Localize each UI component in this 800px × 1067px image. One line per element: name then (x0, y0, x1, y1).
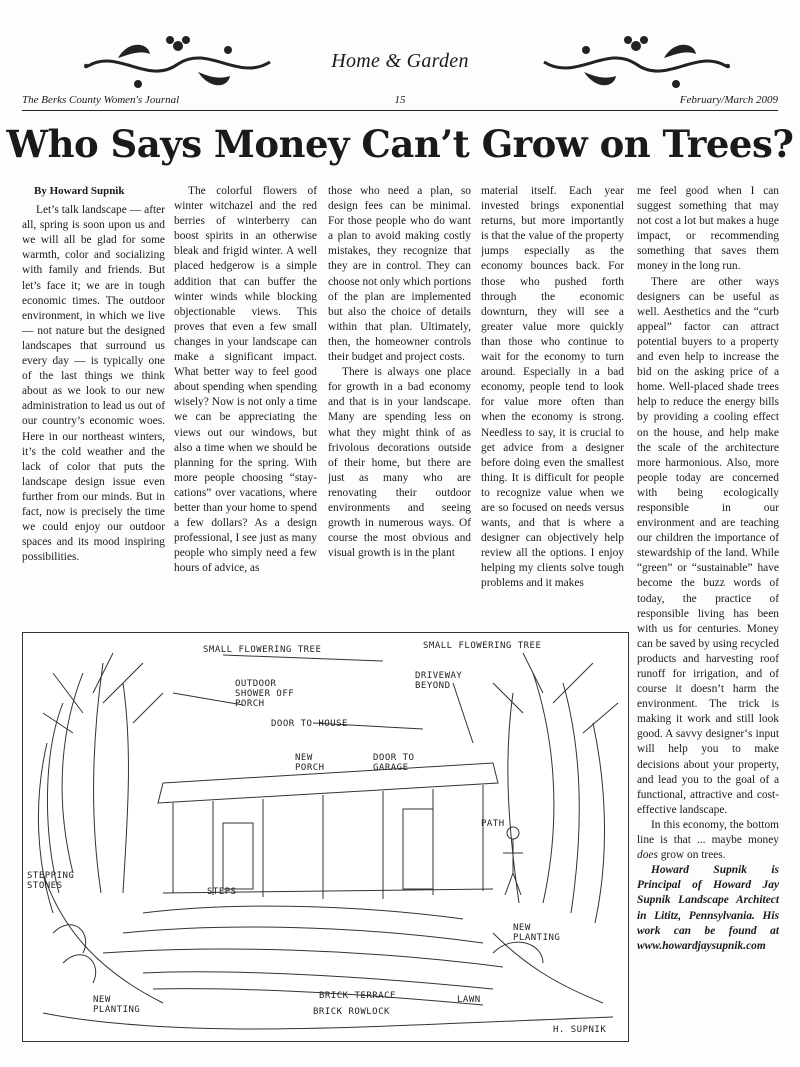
paragraph: those who need a plan, so design fees can be minimal. For those people who do want a plan to avoid making costly mistakes, they recognize that they are in control. They can choose not only which portions of the plan are implemented but also the choice of details within that plan. Ultimately, then, the homeowner controls their budget and project costs. (328, 185, 471, 364)
emphasis-text: does (637, 849, 658, 862)
closing-text: grow on trees. (657, 849, 726, 862)
closing-text: In this economy, the bottom line is that ... maybe money (637, 818, 779, 847)
article-column-2 (174, 184, 317, 624)
issue-date: February/March 2009 (679, 94, 778, 106)
author-bio: Howard Supnik is Principal of Howard Jay Supnik Landscape Architect in Lititz, Pennsylvania. His work can be found at www.howardjaysupnik.com (637, 864, 779, 952)
byline: By Howard Supnik (34, 185, 125, 197)
label-path: PATH (481, 819, 505, 829)
paragraph: There are other ways designers can be useful as well. Aesthetics and the “curb appeal” factor can attract potential buyers to a property and even help to increase the bid on the asking price of a home. Well-placed shade trees help to reduce the energy bills by providing a cooling effect on the house, and help make the scale of the architecture more harmonious. Also, more people today are concerned with being ecologically responsible in our environment and are teaching our children the importance of stewardship of the land. While “green” or “sustainable” have become the buzz words of today, the practice of responsible living has been with us for centuries. Money can be saved by using recycled products and harvesting roof runoff for irrigation, and of course it doesn’t harm the environment. The trick is making it work and still look good. A savvy designer‘s input will help you to make decisions about your property, and lead you to the goal of a functional, attractive and cost-effective landscape. (637, 275, 779, 816)
publication-name: The Berks County Women's Journal (22, 94, 180, 106)
paragraph: The colorful flowers of winter witchazel and the red berries of winterberry can boost spirits in an otherwise bleak and frigid winter. A well placed hedgerow is a simple addition that can buffer the winter winds while blocking objectionable views. This proves that even a few small changes in your landscape can make a significant impact. What better way to feel good about spending when spending wisely? Now is not only a time we can be appreciating the views out our windows, but also a time when we should be planning for the spring. With more people choosing “stay-cations” over vacations, where better than your home to spend a few dollars? As a design professional, I see just as many people who simply need a few hours of advice, as (174, 185, 317, 575)
article-column-3 (328, 184, 471, 624)
sketch-drawing (23, 633, 628, 1041)
label-small-tree-left: SMALL FLOWERING TREE (203, 645, 322, 655)
paragraph: me feel good when I can suggest something that may not cost a lot but makes a huge impact, or recommending something that saves them money in the long run. (637, 185, 779, 273)
label-new-planting-right: NEW PLANTING (513, 923, 561, 943)
paragraph: Let’s talk landscape — after all, spring is soon upon us and we will all be glad for some warmth, color and socializing with family and friends. But let’s face it; we are in tough economic times. The outdoor environment, in which we live — not nature but the designed landscapes that surround us every day — is typically one of the last things we think about as we look to our new administration to lead us out of our country’s economic woes. Here in our northeast winters, it’s the cold weather and the lack of color that puts the landscape design issue even further from our minds. But in fact, now is precisely the time we could enjoy our outdoor spaces and its mood inspiring possibilities. (22, 204, 165, 564)
paragraph: There is always one place for growth in a bad economy and that is in your landscape. Many are spending less on what they might think of as frivolous decorations outside of their home, but there are just as many who are renovating their outdoor environments and seeing growth in numerous ways. Of course the most obvious and visual growth is in the plant (328, 366, 471, 560)
label-steps: STEPS (207, 887, 237, 897)
paragraph: material itself. Each year invested brings exponential returns, but more importantly is that the value of the property jumps especially as the economy bounces back. For those who pushed forth through the economic downturn, they will see a greater value more quickly than those who continue to wait for the economy to turn around. Especially in a bad economy, people tend to look for value more often than when the economy is strong. Needless to say, it is crucial to get advice from a designer before doing even the smallest thing. It is difficult for people to recognize value when we are so focused on needs versus wants, and that is where a designer can objectively help review all the options. I enjoy helping my clients solve tough problems and it makes (481, 185, 624, 590)
label-stepping-stones: STEPPING STONES (27, 871, 75, 891)
article-column-4 (481, 184, 624, 624)
label-lawn: LAWN (457, 995, 481, 1005)
closing-paragraph (637, 818, 779, 863)
label-small-tree-right: SMALL FLOWERING TREE (423, 641, 542, 651)
label-brick-terrace: BRICK TERRACE (319, 991, 396, 1001)
label-door-garage: DOOR TO GARAGE (373, 753, 415, 773)
floral-ornament-right (536, 28, 736, 98)
running-header (22, 94, 778, 108)
label-brick-rowlock: BRICK ROWLOCK (313, 1007, 390, 1017)
label-new-planting-left: NEW PLANTING (93, 995, 141, 1015)
landscape-sketch (22, 632, 629, 1042)
header-rule (22, 110, 778, 111)
article-column-5 (637, 184, 779, 1044)
label-outdoor-shower: OUTDOOR SHOWER OFF PORCH (235, 679, 295, 709)
article-headline: Who Says Money Can’t Grow on Trees? (6, 122, 794, 166)
label-new-porch: NEW PORCH (295, 753, 325, 773)
page-number: 15 (394, 94, 406, 106)
article-column-1 (22, 184, 165, 624)
section-title: Home & Garden (331, 50, 469, 72)
label-driveway: DRIVEWAY BEYOND (415, 671, 463, 691)
artist-signature: H. SUPNIK (553, 1025, 607, 1035)
label-door-house: DOOR TO HOUSE (271, 719, 348, 729)
